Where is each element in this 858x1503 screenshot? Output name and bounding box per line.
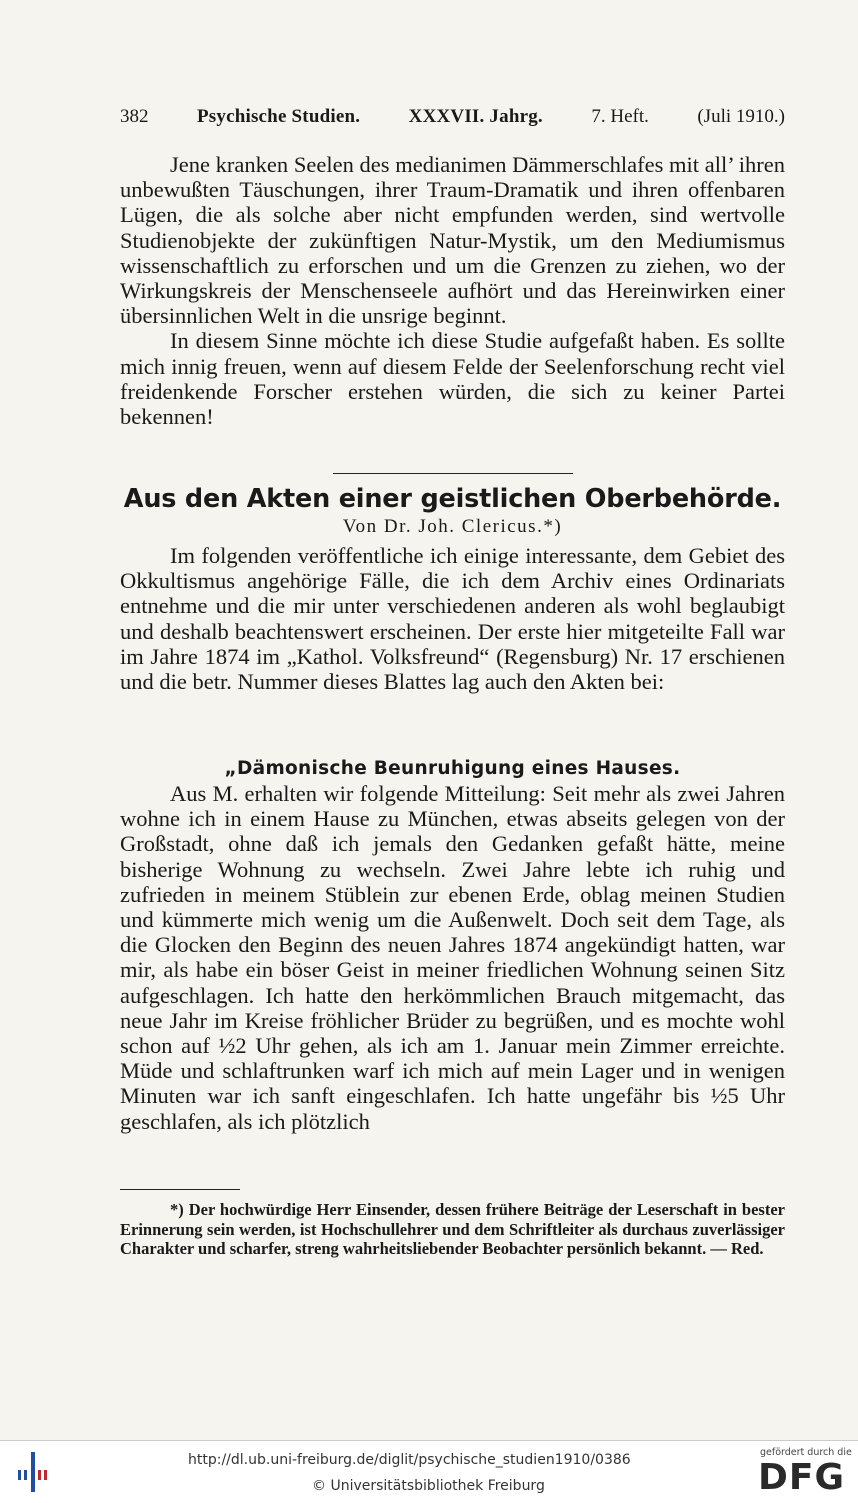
intro-text <box>120 152 785 429</box>
running-header <box>120 106 785 128</box>
footnote <box>120 1200 785 1259</box>
section-divider <box>333 473 573 474</box>
footnote-divider <box>120 1189 240 1190</box>
dfg-logo-icon: DFG <box>758 1457 846 1498</box>
paragraph: Jene kranken Seelen des medianimen Dämmerschlafes mit all’ ihren unbewußten Täuschungen, ihrer Traum-Dramatik und ihren offenbaren Lügen, die als solche aber nicht empfunden werden, sind wertvolle Studienobjekte der zukünftigen Natur-Mystik, um den Mediumismus wissenschaftlich zu erforschen und um die Grenzen zu ziehen, wo der Wirkungskreis der Menschenseele aufhört und das Hereinwirken einer übersinnlichen Welt in die unsrige beginnt. <box>120 152 785 329</box>
journal-title: Psychische Studien. <box>196 106 361 127</box>
article-byline: Von Dr. Joh. Clericus.*) <box>342 516 563 537</box>
paragraph: Aus M. erhalten wir folgende Mitteilung: Seit mehr als zwei Jahren wohne ich in einem Hause zu München, etwas abseits gelegen von der Großstadt, ohne daß ich jemals den Gedanken gefaßt hätte, meine bisherige Wohnung zu wechseln. Zwei Jahre lebte ich ruhig und zufrieden in meinem Stüblein zur ebenen Erde, oblag meinen Studien und kümmerte mich wenig um die Außenwelt. Doch seit dem Tage, als die Glocken den Beginn des neuen Jahres 1874 angekündigt hatten, war mir, als habe ein böser Geist in meiner friedlichen Wohnung seinen Sitz aufgeschlagen. Ich hatte den herkömmlichen Brauch mitgemacht, das neue Jahr im Kreise fröhlicher Brüder zu begrüßen, und es mochte wohl schon auf ½2 Uhr gehen, als ich am 1. Januar mein Zimmer erreichte. Müde und schlaftrunken warf ich mich auf mein Lager und in wenigen Minuten war ich sanft eingeschlafen. Ich hatte ungefähr bis ½5 Uhr geschlafen, als ich plötzlich <box>120 781 785 1134</box>
source-url-link[interactable]: http://dl.ub.uni-freiburg.de/diglit/psychische_studien1910/0386 <box>188 1452 631 1468</box>
copyright-notice: © Universitätsbibliothek Freiburg <box>312 1478 545 1494</box>
article-intro <box>120 543 785 694</box>
funding-note: gefördert durch die <box>760 1447 852 1458</box>
footnote-text: *) Der hochwürdige Herr Einsender, dessen frühere Beiträge der Leserschaft in bester Erinnerung sein werden, ist Hochschullehrer und dem Schriftleiter als durchaus zuverlässiger Charakter und scharfer, streng wahrheitsliebender Beobachter persönlich bekannt. — Red. <box>120 1200 785 1258</box>
article-subtitle: „Dämonische Beunruhigung eines Hauses. <box>224 758 681 779</box>
journal-date: (Juli 1910.) <box>697 106 785 127</box>
page-number: 382 <box>120 106 149 127</box>
paragraph: Im folgenden veröffentliche ich einige interessante, dem Gebiet des Okkultismus angehörige Fälle, die ich dem Archiv eines Ordinariats entnehme und die mir unter verschiedenen anderen als wohl beglaubigt und deshalb beachtenswert erscheinen. Der erste hier mitgeteilte Fall war im Jahre 1874 im „Kathol. Volksfreund“ (Regensburg) Nr. 17 erschienen und die betr. Nummer dieses Blattes lag auch den Akten bei: <box>120 543 785 695</box>
ub-freiburg-logo-icon <box>14 1450 54 1492</box>
article-title: Aus den Akten einer geistlichen Oberbehörde. <box>123 484 782 514</box>
journal-volume: XXXVII. Jahrg. <box>408 106 543 127</box>
journal-issue: 7. Heft. <box>591 106 649 127</box>
article-body <box>120 781 785 1134</box>
paragraph: In diesem Sinne möchte ich diese Studie aufgefaßt haben. Es sollte mich innig freuen, wenn auf diesem Felde der Seelenforschung recht viel freidenkende Forscher erstehen würden, die sich zu keiner Partei bekennen! <box>120 328 785 430</box>
